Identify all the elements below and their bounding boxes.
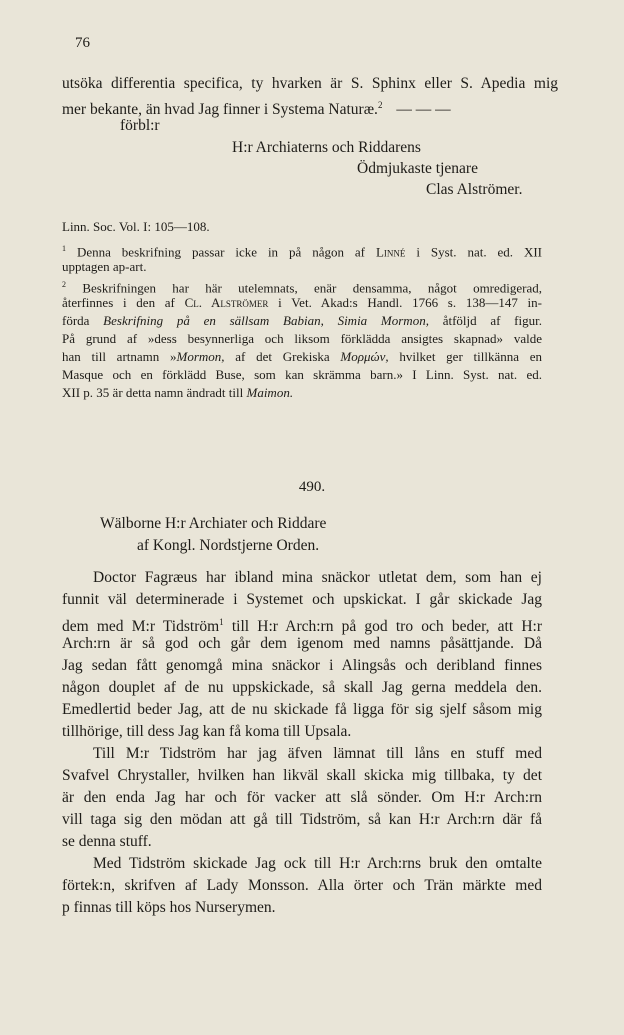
footnote-ref: 2 xyxy=(377,100,383,110)
footnote-term: Maimon. xyxy=(246,385,294,400)
body-line: är den enda Jag har och för vacker att slå sönder. Om H:r Arch:rn xyxy=(62,789,542,806)
signature: Clas Alströmer. xyxy=(426,181,523,198)
footnote-2-line xyxy=(62,348,542,366)
footnote-term: Mormon, xyxy=(176,349,225,364)
footnote-2-line xyxy=(62,294,542,312)
body-line: någon douplet af de nu uppskickade, så skall Jag gerna meddela den. xyxy=(62,679,542,696)
footnote-name: Cl. Alströmer xyxy=(184,295,269,310)
salutation: Wälborne H:r Archiater och Riddare xyxy=(100,515,327,532)
footnote-2-line: Masque och en förklädd Buse, som kan skrämma barn.» I Linn. Syst. nat. ed. xyxy=(62,367,542,382)
body-line: vill taga sig den mödan att gå till Tidström, så kan H:r Arch:rn där få xyxy=(62,811,542,828)
footnote-text: han till artnamn » xyxy=(62,349,177,364)
footnote-text: återfinnes i den af xyxy=(62,295,175,310)
footnote-ref: 1 xyxy=(219,617,224,627)
footnote-text: Beskrifningen har här utelemnats, enär densamma, något omredigerad, xyxy=(82,280,543,296)
body-line: Emedlertid beder Jag, att de nu skickade få ligga för sig sjelf såsom mig xyxy=(62,701,542,718)
source-reference: Linn. Soc. Vol. I: 105—108. xyxy=(62,219,210,234)
dashes: — — — xyxy=(396,101,451,119)
footnote-text: XII p. 35 är detta namn ändradt till xyxy=(62,385,244,400)
body-line: förtek:n, skrifven af Lady Monsson. Alla örter och Trän märkte med xyxy=(62,877,542,894)
footnote-2-line: På grund af »dess besynnerliga och liksom förklädda ansigtes skapnad» valde xyxy=(62,331,542,346)
body-line: p finnas till köps hos Nurserymen. xyxy=(62,899,276,916)
footnote-text: af det Grekiska xyxy=(235,349,330,364)
body-line: se denna stuff. xyxy=(62,833,152,850)
footnote-title: Beskrifning på en sällsam Babian, Simia Mormon, xyxy=(103,313,429,328)
body-line: Svafvel Chrystaller, hvilken han likväl skall skicka mig tillbaka, ty det xyxy=(62,767,542,784)
body-line: Arch:rn är så god och går dem igenom med namns påsättjande. Då xyxy=(62,635,542,652)
letter-closing: H:r Archiaterns och Riddarens xyxy=(232,139,421,156)
body-line: tillhörige, till dess Jag kan få koma till Upsala. xyxy=(62,723,352,740)
body-line: Doctor Fagræus har ibland mina snäckor utletat dem, som han ej xyxy=(93,569,542,586)
body-text: dem med M:r Tidström xyxy=(62,618,220,636)
footnote-2-line xyxy=(62,312,542,330)
footnote-2-line xyxy=(62,384,293,402)
letter-line: utsöka differentia specifica, ty hvarken är S. Sphinx eller S. Apedia mig xyxy=(62,75,558,92)
section-number: 490. xyxy=(298,479,326,495)
footnote-text: förda xyxy=(62,313,90,328)
footnote-mark: 1 xyxy=(62,244,66,253)
body-text: till H:r Arch:rn på god tro och beder, att H:r xyxy=(231,618,543,636)
page-number: 76 xyxy=(75,35,90,51)
footnote-text: åtföljd af figur. xyxy=(442,313,542,328)
letter-closing: förbl:r xyxy=(120,117,160,134)
footnote-1-cont: upptagen ap-art. xyxy=(62,259,147,274)
body-line: Med Tidström skickade Jag ock till H:r Arch:rns bruk den omtalte xyxy=(93,855,542,872)
letter-line-text: mer bekante, än hvad Jag finner i Systema Naturæ. xyxy=(62,101,378,119)
footnote-text: hvilket ger tillkänna en xyxy=(399,349,542,364)
body-line: Jag sedan fått genomgå mina snäckor i Alingsås och deribland finnes xyxy=(62,657,542,674)
footnote-text: i Vet. Akad:s Handl. 1766 s. 138—147 in- xyxy=(278,295,542,310)
footnote-text: Denna beskrifning passar icke in på någon af xyxy=(76,244,365,260)
body-line: Till M:r Tidström har jag äfven lämnat till låns en stuff med xyxy=(93,745,542,762)
salutation: af Kongl. Nordstjerne Orden. xyxy=(137,537,320,554)
footnote-greek: Μορμών, xyxy=(340,349,389,364)
letter-closing: Ödmjukaste tjenare xyxy=(357,160,478,177)
footnote-mark: 2 xyxy=(62,280,66,289)
footnote-text: i Syst. nat. ed. XII xyxy=(416,244,543,260)
body-line: funnit väl determinerade i Systemet och upskickat. I går skickade Jag xyxy=(62,591,542,608)
footnote-name: Linné xyxy=(375,244,406,260)
